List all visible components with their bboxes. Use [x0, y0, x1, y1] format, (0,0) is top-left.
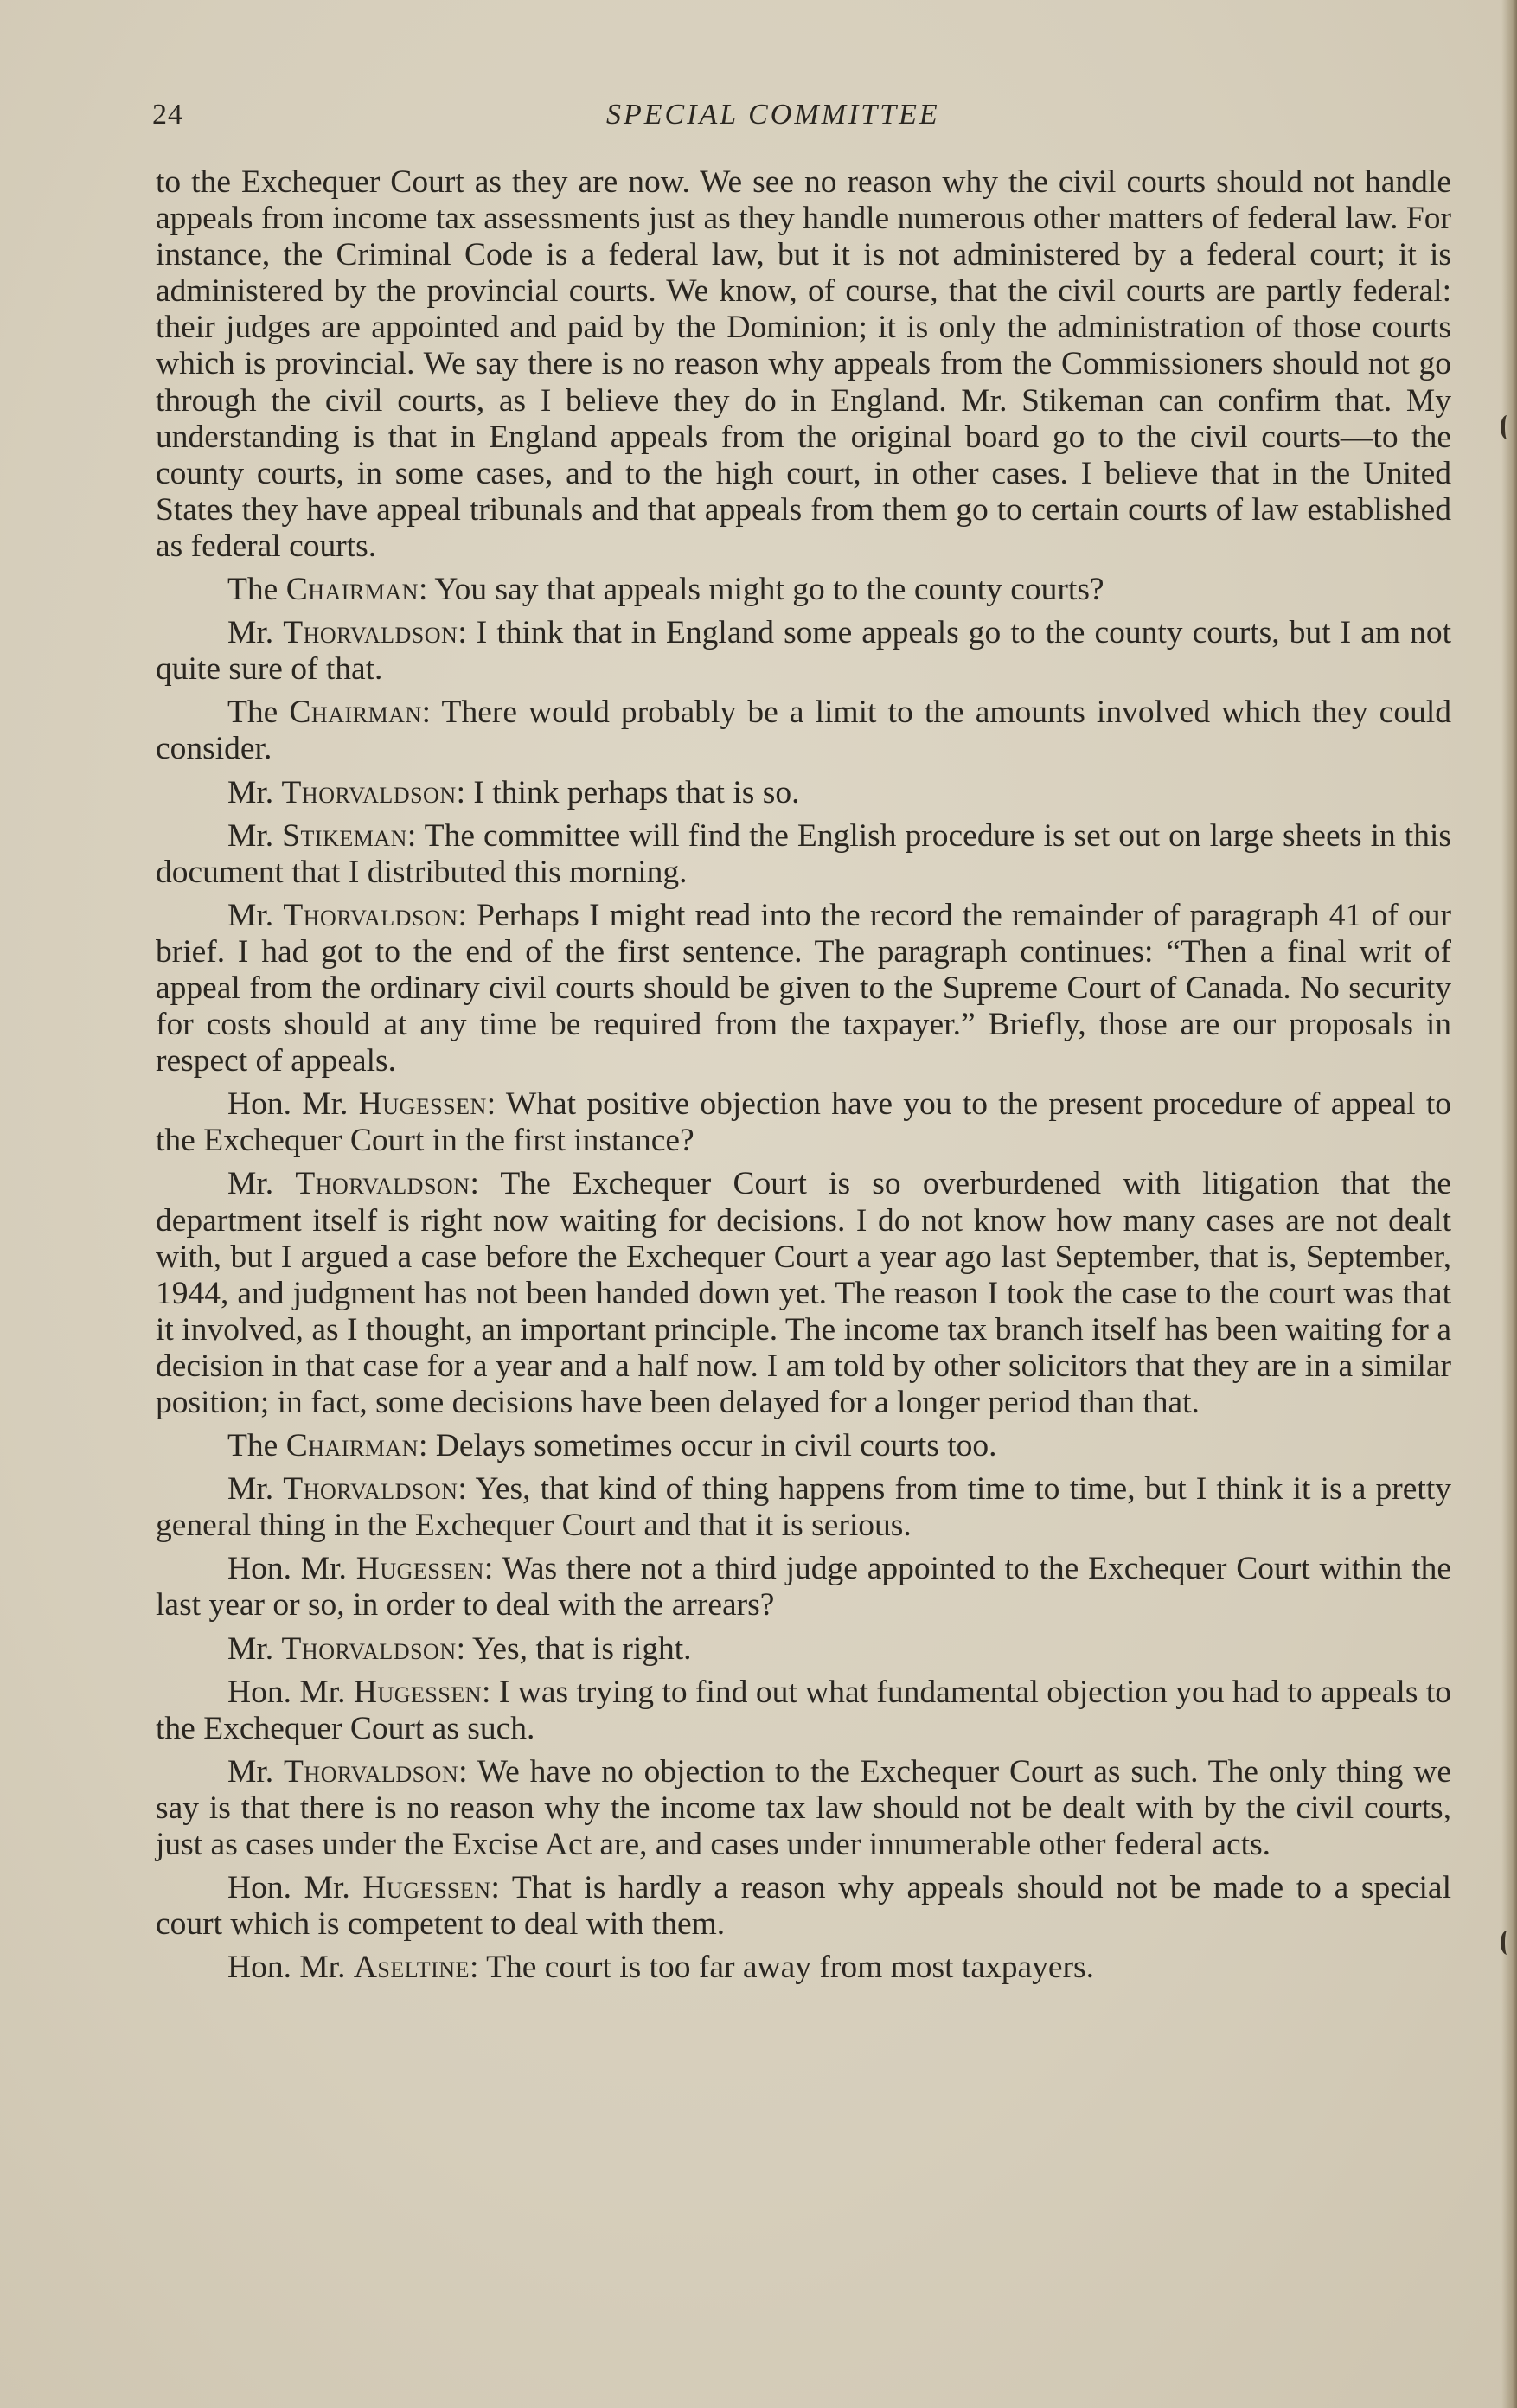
speaker-name: Chairman — [285, 572, 419, 608]
speaker-title: Mr. — [227, 1753, 274, 1790]
speaker-name: Thorvaldson — [283, 897, 458, 933]
transcript-body — [156, 164, 1451, 1993]
speaker-paragraph: Mr. Thorvaldson: Yes, that is right. — [227, 1630, 692, 1667]
speaker-paragraph: The Chairman: You say that appeals might go to the county courts? — [227, 572, 1104, 608]
speaker-paragraph: Hon. Mr. Hugessen: That is hardly a reason why appeals should not be made to a special court which is competent to deal with them. — [156, 1870, 1451, 1943]
speech-text: The Exchequer Court is so overburdened with litigation that the department itself is right now waiting for decisions. I do not know how many cases are not dealt with, but I argued a case before the Exchequer Court a year ago last September, that is, September, 1944, and judgment has not been handed down yet. The reason I took the case to the court was that it involved, as I thought, an important principle. The income tax branch itself has been waiting for a decision in that case for a year and a half now. I am told by other solicitors that they are in a similar position; in fact, some decisions have been delayed for a longer period than that. — [156, 1166, 1451, 1420]
speech-text: Yes, that kind of thing happens from time to time, but I think it is a pretty general thing in the Exchequer Court and that it is serious. — [156, 1471, 1451, 1544]
speech-text: We have no objection to the Exchequer Court as such. The only thing we say is that there is no reason why the income tax law should not be dealt with by the civil courts, just as cases under the Excise Act are, and cases under innumerable other federal acts. — [156, 1753, 1451, 1863]
speaker-title: Mr. — [227, 1471, 274, 1508]
speaker-title: Hon. Mr. — [227, 1551, 347, 1587]
speaker-name: Hugessen — [353, 1674, 483, 1710]
speech-text: Was there not a third judge appointed to the Exchequer Court within the last year or so, in order to deal with the arrears? — [156, 1551, 1452, 1623]
speaker-title: Mr. — [227, 817, 274, 854]
speech-text: I think perhaps that is so. — [473, 774, 800, 810]
speaker-paragraph: Hon. Mr. Hugessen: Was there not a third judge appointed to the Exchequer Court within the last year or so, in order to deal with the arrears? — [156, 1551, 1452, 1623]
speaker-title: Mr. — [227, 1630, 274, 1667]
speaker-name: Thorvaldson — [283, 615, 458, 651]
speaker-name: Thorvaldson — [283, 1471, 458, 1508]
speech-text: I think that in England some appeals go to the county courts, but I am not quite sure of that. — [156, 615, 1452, 688]
speaker-paragraph: Mr. Thorvaldson: The Exchequer Court is so overburdened with litigation that the department itself is right now waiting for decisions. I do not know how many cases are not dealt with, but I argued a case before the Exchequer Court a year ago last September, that is, September, 1944, and judgment has not been handed down yet. The reason I took the case to the court was that it involved, as I thought, an important principle. The income tax branch itself has been waiting for a decision in that case for a year and a half now. I am told by other solicitors that they are in a similar position; in fact, some decisions have been delayed for a longer period than that. — [156, 1166, 1451, 1420]
page-number: 24 — [152, 99, 183, 131]
speaker-name: Chairman — [285, 1428, 419, 1464]
speaker-paragraph: Hon. Mr. Hugessen: I was trying to find out what fundamental objection you had to appeals to the Exchequer Court as such. — [156, 1674, 1452, 1746]
speaker-title: The — [227, 572, 278, 608]
speaker-title: The — [227, 695, 278, 731]
speaker-title: Hon. Mr. — [227, 1674, 346, 1710]
speaker-paragraph: Hon. Mr. Aseltine: The court is too far away from most taxpayers. — [227, 1950, 1094, 1986]
speaker-paragraph: Mr. Thorvaldson: I think perhaps that is so. — [227, 774, 800, 810]
speaker-paragraph: Mr. Thorvaldson: Perhaps I might read into the record the remainder of paragraph 41 of our brief. I had got to the end of the first sentence. The paragraph continues: “Then a final writ of appeal from the ordinary civil courts should be given to the Supreme Court of Canada. No security for costs should at any time be required from the taxpayer.” Briefly, those are our proposals in respect of appeals. — [156, 897, 1451, 1079]
speech-text: The court is too far away from most taxpayers. — [486, 1950, 1094, 1986]
speaker-name: Stikeman — [282, 817, 407, 854]
speaker-paragraph: Mr. Thorvaldson: I think that in England some appeals go to the county courts, but I am not quite sure of that. — [156, 615, 1452, 688]
speech-text: That is hardly a reason why appeals should not be made to a special court which is competent to deal with them. — [156, 1870, 1451, 1943]
page-edge-shadow — [1501, 0, 1517, 2408]
speaker-paragraph: Mr. Thorvaldson: We have no objection to the Exchequer Court as such. The only thing we say is that there is no reason why the income tax law should not be dealt with by the civil courts, just as cases under the Excise Act are, and cases under innumerable other federal acts. — [156, 1753, 1451, 1863]
speaker-title: Hon. Mr. — [227, 1086, 349, 1123]
speaker-name: Thorvaldson — [281, 774, 457, 810]
speech-text: What positive objection have you to the present procedure of appeal to the Exchequer Court in the first instance? — [156, 1086, 1452, 1159]
speaker-name: Hugessen — [358, 1086, 487, 1123]
speaker-name: Thorvaldson — [284, 1753, 459, 1790]
speaker-paragraph: Mr. Thorvaldson: Yes, that kind of thing happens from time to time, but I think it is a pretty general thing in the Exchequer Court and that it is serious. — [156, 1471, 1451, 1544]
speech-text: There would probably be a limit to the amounts involved which they could consider. — [156, 695, 1451, 767]
speaker-title: Mr. — [227, 774, 274, 810]
page-header — [152, 93, 1450, 138]
speaker-name: Thorvaldson — [281, 1630, 457, 1667]
speech-text: Perhaps I might read into the record the remainder of paragraph 41 of our brief. I had got to the end of the first sentence. The paragraph continues: “Then a final writ of appeal from the ordinary civil courts should be given to the Supreme Court of Canada. No security for costs should at any time be required from the taxpayer.” Briefly, those are our proposals in respect of appeals. — [156, 897, 1451, 1079]
speaker-name: Hugessen — [362, 1870, 491, 1906]
speaker-title: Mr. — [227, 615, 274, 651]
speaker-paragraph: Mr. Stikeman: The committee will find the English procedure is set out on large sheets in this document that I distributed this morning. — [156, 817, 1451, 890]
speech-text: to the Exchequer Court as they are now. We see no reason why the civil courts should not handle appeals from income tax assessments just as they handle numerous other matters of federal law. For instance, the Criminal Code is a federal law, but it is not administered by a federal court; it is administered by the provincial courts. We know, of course, that the civil courts are partly federal: their judges are appointed and paid by the Dominion; it is only the administration of those courts which is provincial. We say there is no reason why appeals from the Commissioners should not go through the civil courts, as I believe they do in England. Mr. Stikeman can confirm that. My understanding is that in England appeals from the original board go to the civil courts—to the county courts, in some cases, and to the high court, in other cases. I believe that in the United States they have appeal tribunals and that appeals from them go to certain courts of law established as federal courts. — [156, 164, 1451, 564]
speaker-name: Thorvaldson — [295, 1166, 470, 1202]
speech-text: You say that appeals might go to the county courts? — [434, 572, 1104, 608]
speech-text: Yes, that is right. — [472, 1630, 692, 1667]
speech-text: I was trying to find out what fundamental objection you had to appeals to the Exchequer Court as such. — [156, 1674, 1452, 1746]
speaker-paragraph: The Chairman: There would probably be a limit to the amounts involved which they could consider. — [156, 695, 1451, 767]
speaker-title: The — [227, 1428, 278, 1464]
margin-mark — [1501, 1931, 1514, 1955]
speaker-name: Chairman — [289, 695, 422, 731]
speaker-name: Hugessen — [355, 1551, 484, 1587]
speech-text: Delays sometimes occur in civil courts too. — [435, 1428, 997, 1464]
speaker-paragraph: Hon. Mr. Hugessen: What positive objection have you to the present procedure of appeal to the Exchequer Court in the first instance? — [156, 1086, 1452, 1159]
speaker-title: Hon. Mr. — [227, 1870, 350, 1906]
speaker-title: Hon. Mr. — [227, 1950, 346, 1986]
running-head: SPECIAL COMMITTEE — [606, 99, 940, 131]
speaker-title: Mr. — [227, 897, 274, 933]
speaker-title: Mr. — [227, 1166, 274, 1202]
continuation-paragraph — [156, 164, 1451, 565]
speaker-name: Aseltine — [353, 1950, 470, 1986]
margin-mark — [1501, 415, 1514, 439]
speaker-paragraph: The Chairman: Delays sometimes occur in civil courts too. — [227, 1428, 997, 1464]
speech-text: The committee will find the English procedure is set out on large sheets in this document that I distributed this morning. — [156, 817, 1451, 890]
